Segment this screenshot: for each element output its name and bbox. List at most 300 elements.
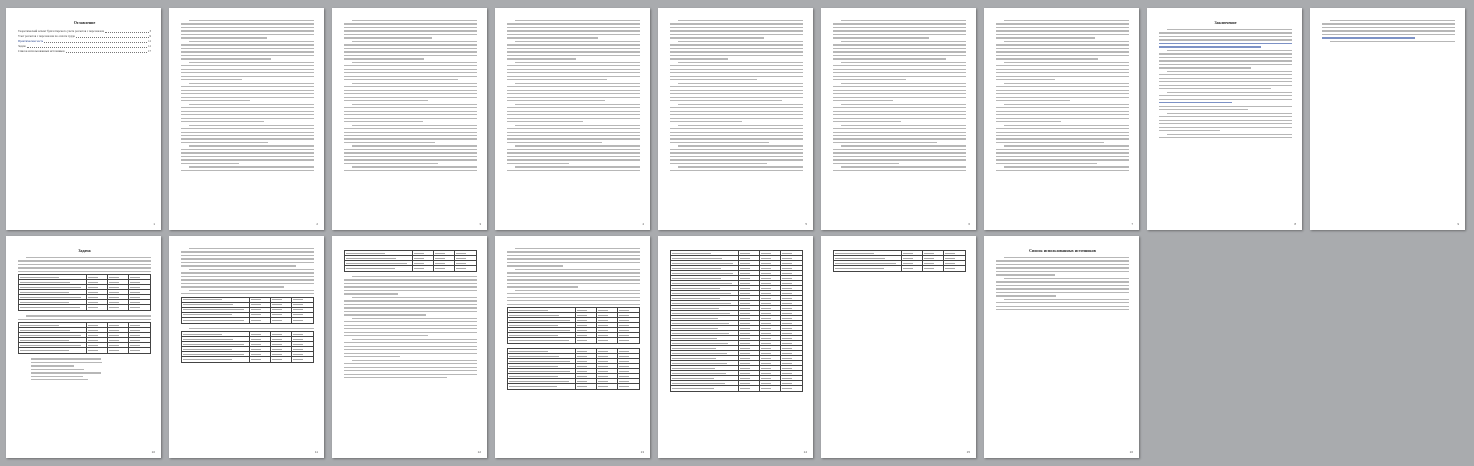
page-thumbnail-13[interactable] [495,236,650,458]
table-cell [87,328,108,332]
page-thumbnail-14[interactable] [658,236,813,458]
text-line [1159,43,1292,44]
table-cell [413,261,434,265]
table-cell [902,251,923,255]
text-line [670,128,803,129]
table-cell [739,291,760,295]
text-line [670,23,803,24]
text-line [344,37,432,38]
table-cell [760,336,781,340]
page-thumbnail-10[interactable] [6,236,161,458]
text-line [670,76,803,77]
text-line [507,79,607,80]
table-cell [671,301,739,305]
table-cell [760,276,781,280]
table-cell [108,280,129,284]
text-line [1167,113,1292,114]
text-line [841,145,966,146]
table-cell [781,371,802,375]
text-line [507,159,640,160]
text-line [1004,145,1129,146]
table-cell [108,333,129,337]
data-table [833,250,966,272]
text-body [996,257,1129,310]
text-line [507,279,640,280]
text-line [1159,123,1292,124]
table-cell [108,285,129,289]
text-line [1159,39,1292,40]
text-line [507,142,602,143]
table-cell [108,348,129,353]
text-line [344,311,477,312]
text-line [344,156,477,157]
table-cell [182,298,250,302]
page-thumbnail-1[interactable] [6,8,161,230]
text-line [833,163,899,164]
page-thumbnail-16[interactable] [984,236,1139,458]
text-line [189,62,314,63]
text-line [996,156,1129,157]
text-line [833,128,966,129]
table-cell [944,266,965,271]
table-cell [923,256,944,260]
text-line [344,314,426,315]
text-line [189,104,314,105]
page-thumbnail-11[interactable] [169,236,324,458]
text-line [507,72,640,73]
table-cell [250,357,271,362]
text-line [833,34,966,35]
table-cell [671,386,739,391]
table-cell [129,280,150,284]
text-line [670,118,803,119]
text-line [996,159,1129,160]
table-cell [760,286,781,290]
table-cell [129,323,150,327]
text-line [352,125,477,126]
table-cell [597,359,618,363]
text-line [189,145,314,146]
text-line [31,372,101,373]
table-cell [87,275,108,279]
text-line [996,34,1129,35]
text-line [670,93,803,94]
text-line [352,20,477,21]
table-cell [19,348,87,353]
table-cell [781,331,802,335]
table-cell [129,328,150,332]
page-thumbnail-4[interactable] [495,8,650,230]
text-line [344,65,477,66]
page-thumbnail-3[interactable] [332,8,487,230]
table-cell [739,336,760,340]
table-cell [87,333,108,337]
toc-entry[interactable]: Задача 11 [18,44,151,48]
text-line [344,34,477,35]
table-cell [271,298,292,302]
table-cell [345,256,413,260]
page-thumbnail-5[interactable] [658,8,813,230]
table-cell [271,318,292,323]
text-line [1159,60,1292,61]
table-cell [739,286,760,290]
table-cell [781,251,802,255]
table-cell [19,338,87,342]
table-cell [781,316,802,320]
table-cell [781,381,802,385]
table-cell [618,313,639,317]
table-cell [271,303,292,307]
table-cell [781,296,802,300]
page-number: 1 [153,222,155,226]
table-cell [129,338,150,342]
table-cell [292,318,313,323]
text-line [181,23,314,24]
text-line [344,170,477,171]
table-cell [760,291,781,295]
table-cell [19,343,87,347]
text-line [507,65,640,66]
text-line [507,152,640,153]
text-body [344,276,477,378]
table-cell [739,346,760,350]
page-thumbnail-8[interactable] [1147,8,1302,230]
text-line [833,48,966,49]
page-thumbnail-2[interactable] [169,8,324,230]
text-line [344,356,400,357]
table-cell [739,266,760,270]
text-line [833,51,966,52]
text-line [833,69,966,70]
text-line [678,20,803,21]
text-line [996,132,1129,133]
text-line [841,41,966,42]
text-line [996,58,1098,59]
text-line [31,358,100,359]
table-cell [781,306,802,310]
table-cell [250,337,271,341]
text-line [1167,71,1292,72]
table-cell [597,318,618,322]
text-line [1322,23,1455,24]
text-line [670,97,803,98]
text-line [1159,137,1292,138]
text-line [670,159,803,160]
table-cell [292,308,313,312]
table-row [508,338,639,343]
table-cell [739,386,760,391]
text-line [670,138,803,139]
text-line [670,170,803,171]
text-line [344,286,477,287]
text-line [344,163,438,164]
text-line [515,248,640,249]
table-cell [902,261,923,265]
table-cell [760,261,781,265]
table-cell [129,290,150,294]
table-cell [923,266,944,271]
text-line [996,48,1129,49]
text-line [181,262,314,263]
text-line [507,111,640,112]
text-line [670,30,803,31]
text-line [841,83,966,84]
table-cell [671,256,739,260]
table-cell [739,321,760,325]
table-cell [292,298,313,302]
text-line [678,104,803,105]
text-line [670,111,803,112]
table-cell [576,318,597,322]
text-line [1167,29,1292,30]
table-cell [739,306,760,310]
page-thumbnail-9[interactable] [1310,8,1465,230]
table-cell [671,376,739,380]
text-line [26,315,151,316]
table-cell [597,374,618,378]
text-line [996,170,1129,171]
text-line [996,72,1129,73]
table-cell [781,356,802,360]
page-number: 5 [805,222,807,226]
table-cell [576,364,597,368]
text-line [507,44,640,45]
text-line [1004,299,1129,300]
text-line [181,79,242,80]
text-line [507,76,640,77]
text-line [507,258,640,259]
table-cell [508,318,576,322]
text-line [181,251,314,252]
text-line [996,107,1129,108]
text-line [344,290,477,291]
table-cell [739,366,760,370]
text-line [344,152,477,153]
table-cell [250,342,271,346]
table-cell [834,266,902,271]
text-line [996,69,1129,70]
text-line [507,69,640,70]
section-title: Заключение [1214,20,1237,25]
text-line [181,138,314,139]
table-cell [182,318,250,323]
text-line [189,125,314,126]
text-line [181,100,250,101]
text-line [507,262,640,263]
text-line [1159,81,1292,82]
text-line [181,97,314,98]
table-cell [902,256,923,260]
text-line [996,76,1129,77]
table-cell [760,381,781,385]
text-line [344,135,477,136]
text-line [1159,109,1248,110]
table-cell [781,281,802,285]
text-line [670,27,803,28]
table-cell [671,261,739,265]
table-cell [19,280,87,284]
table-cell [292,313,313,317]
table-cell [129,285,150,289]
table-cell [781,386,802,391]
text-line [507,149,640,150]
text-line [833,27,966,28]
table-cell [250,313,271,317]
table-cell [87,285,108,289]
text-line [507,138,640,139]
page-number: 11 [314,450,318,454]
table-cell [108,305,129,310]
text-line [841,62,966,63]
table-cell [108,290,129,294]
text-line [996,142,1104,143]
text-line [996,97,1129,98]
table-cell [781,266,802,270]
page-thumbnail-15[interactable] [821,236,976,458]
text-line [507,100,605,101]
table-cell [671,356,739,360]
text-line [996,118,1129,119]
text-line [189,166,314,167]
table-row [508,384,639,389]
text-line [344,377,447,378]
table-cell [19,300,87,304]
text-line [996,292,1129,293]
text-line [507,93,640,94]
table-cell [129,333,150,337]
text-line [670,44,803,45]
text-line [507,107,640,108]
text-line [352,166,477,167]
text-line [344,107,477,108]
text-body [344,20,477,171]
text-line [344,370,477,371]
table-cell [508,374,576,378]
text-line [1004,104,1129,105]
page-number: 16 [1129,450,1133,454]
table-cell [760,356,781,360]
text-line [515,125,640,126]
table-cell [129,295,150,299]
table-cell [781,256,802,260]
text-line [670,114,803,115]
table-cell [129,305,150,310]
page-thumbnail-12[interactable] [332,236,487,458]
toc-entry[interactable]: Учет расчетов с персоналом по оплате труда 9 [18,34,151,38]
text-line [507,276,640,277]
text-line [507,51,640,52]
table-cell [508,333,576,337]
table-cell [834,251,902,255]
table-cell [671,381,739,385]
text-line [352,276,477,277]
table-cell [129,348,150,353]
table-cell [576,338,597,343]
toc-entry[interactable]: Теоретический аспект бухгалтерского учета расчетов с персоналом 3 [18,29,151,33]
table-cell [671,251,739,255]
text-line [1159,106,1292,107]
table-cell [944,256,965,260]
text-line [1330,41,1455,42]
toc-entry[interactable]: Список использованных источников 17 [18,49,151,53]
page-thumbnail-7[interactable] [984,8,1139,230]
table-cell [182,332,250,336]
table-cell [781,286,802,290]
text-line [670,132,803,133]
text-line [670,107,803,108]
text-line [181,265,296,266]
data-table [344,250,477,272]
table-cell [618,369,639,373]
text-line [181,159,314,160]
table-cell [576,328,597,332]
page-thumbnail-6[interactable] [821,8,976,230]
table-cell [739,331,760,335]
text-line [344,138,477,139]
table-cell [671,321,739,325]
text-line [515,20,640,21]
text-line [678,145,803,146]
text-line [352,145,477,146]
text-line [31,362,101,363]
text-body [996,20,1129,171]
text-line [181,65,314,66]
text-line [996,55,1129,56]
table-cell [618,328,639,332]
table-cell [760,366,781,370]
table-cell [597,328,618,332]
table-cell [345,266,413,271]
table-cell [618,349,639,353]
toc-entry[interactable]: Практическая часть 11 [18,39,151,43]
text-line [352,41,477,42]
text-line [181,48,314,49]
text-line [181,107,314,108]
text-line [344,69,477,70]
text-line [344,328,477,329]
text-line [344,55,477,56]
text-line [181,170,314,171]
table-cell [781,291,802,295]
data-table [18,274,151,311]
text-line [1159,46,1261,47]
table-cell [292,357,313,362]
table-cell [618,318,639,322]
text-line [507,86,640,87]
text-line [996,135,1129,136]
text-line [833,90,966,91]
text-line [344,27,477,28]
text-line [181,111,314,112]
text-line [507,265,563,266]
text-line [507,272,640,273]
text-line [833,37,929,38]
text-line [833,100,893,101]
text-line [181,149,314,150]
table-cell [108,295,129,299]
table-cell [671,306,739,310]
table-cell [944,251,965,255]
table-cell [781,311,802,315]
text-body [670,20,803,171]
table-cell [618,308,639,312]
table-cell [434,251,455,255]
text-line [996,27,1129,28]
text-line [344,279,477,280]
text-line [833,65,966,66]
text-line [996,274,1055,275]
table-cell [271,352,292,356]
